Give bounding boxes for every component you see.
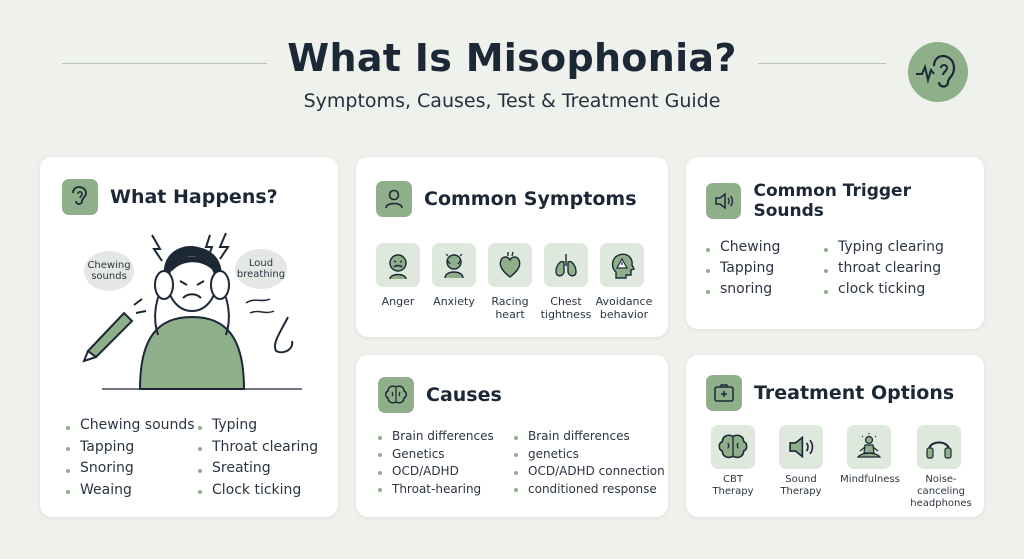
speaker-icon — [706, 183, 741, 219]
causes-card — [356, 355, 668, 517]
brain-icon — [711, 425, 755, 469]
distressed-person-illustration — [40, 157, 338, 397]
list-item: Genetics — [378, 447, 494, 465]
list-item: Snoring — [66, 460, 195, 482]
anxious-person-icon — [432, 243, 476, 287]
head-warning-icon — [600, 243, 644, 287]
causes-title: Causes — [426, 384, 502, 406]
page-title: What Is Misophonia? — [287, 36, 737, 80]
heart-icon — [488, 243, 532, 287]
list-item: genetics — [514, 447, 665, 465]
list-item: Typing clearing — [824, 239, 944, 260]
first-aid-icon — [706, 375, 742, 411]
angry-face-icon — [376, 243, 420, 287]
what-happens-card — [40, 157, 338, 517]
treatment-label-cbt: CBT Therapy — [712, 474, 754, 497]
list-item: Brain differences — [514, 429, 665, 447]
list-item: Chewing sounds — [66, 417, 195, 439]
triggers-title: Common Trigger Sounds — [753, 181, 911, 221]
speaker-icon — [779, 425, 823, 469]
list-item: snoring — [706, 281, 780, 302]
causes-list-1 — [378, 429, 494, 499]
list-item: throat clearing — [824, 260, 944, 281]
causes-list-2 — [514, 429, 665, 499]
list-item: Weaing — [66, 482, 195, 504]
list-item: clock ticking — [824, 281, 944, 302]
treatment-label-headphones: Noise-canceling headphones — [910, 474, 972, 509]
list-item: Tapping — [66, 439, 195, 461]
person-icon — [376, 181, 412, 217]
brain-icon — [378, 377, 414, 413]
treatment-label-sound: Sound Therapy — [780, 474, 822, 497]
what-happens-list-2 — [198, 417, 318, 503]
treatment-label-mindfulness: Mindfulness — [840, 474, 900, 485]
symptoms-title: Common Symptoms — [424, 188, 637, 210]
list-item: conditioned response — [514, 482, 665, 500]
ear-sound-icon — [908, 42, 968, 102]
treatment-card — [686, 355, 984, 517]
symptom-label-chest-tightness: Chest tightness — [540, 295, 592, 321]
symptom-label-racing-heart: Racing heart — [491, 295, 529, 321]
list-item: Tapping — [706, 260, 780, 281]
list-item: OCD/ADHD — [378, 464, 494, 482]
list-item: Throat clearing — [198, 439, 318, 461]
lungs-icon — [544, 243, 588, 287]
symptom-label-anger: Anger — [381, 295, 415, 308]
what-happens-title: What Happens? — [110, 186, 278, 208]
headphones-icon — [917, 425, 961, 469]
list-item: Sreating — [198, 460, 318, 482]
meditation-icon — [847, 425, 891, 469]
treatment-title: Treatment Options — [754, 382, 955, 404]
bubble-chewing: Chewing sounds — [84, 251, 134, 291]
page-subtitle: Symptoms, Causes, Test & Treatment Guide — [303, 90, 721, 112]
triggers-list-1 — [706, 239, 780, 302]
symptoms-card — [356, 157, 668, 337]
what-happens-list-1 — [66, 417, 195, 503]
list-item: OCD/ADHD connection — [514, 464, 665, 482]
list-item: Typing — [198, 417, 318, 439]
bubble-breathing: Loud breathing — [235, 249, 287, 289]
symptom-label-anxiety: Anxiety — [433, 295, 475, 308]
list-item: Chewing — [706, 239, 780, 260]
list-item: Throat-hearing — [378, 482, 494, 500]
symptom-label-avoidance: Avoidance behavior — [595, 295, 653, 321]
triggers-card — [686, 157, 984, 329]
triggers-list-2 — [824, 239, 944, 302]
list-item: Brain differences — [378, 429, 494, 447]
list-item: Clock ticking — [198, 482, 318, 504]
